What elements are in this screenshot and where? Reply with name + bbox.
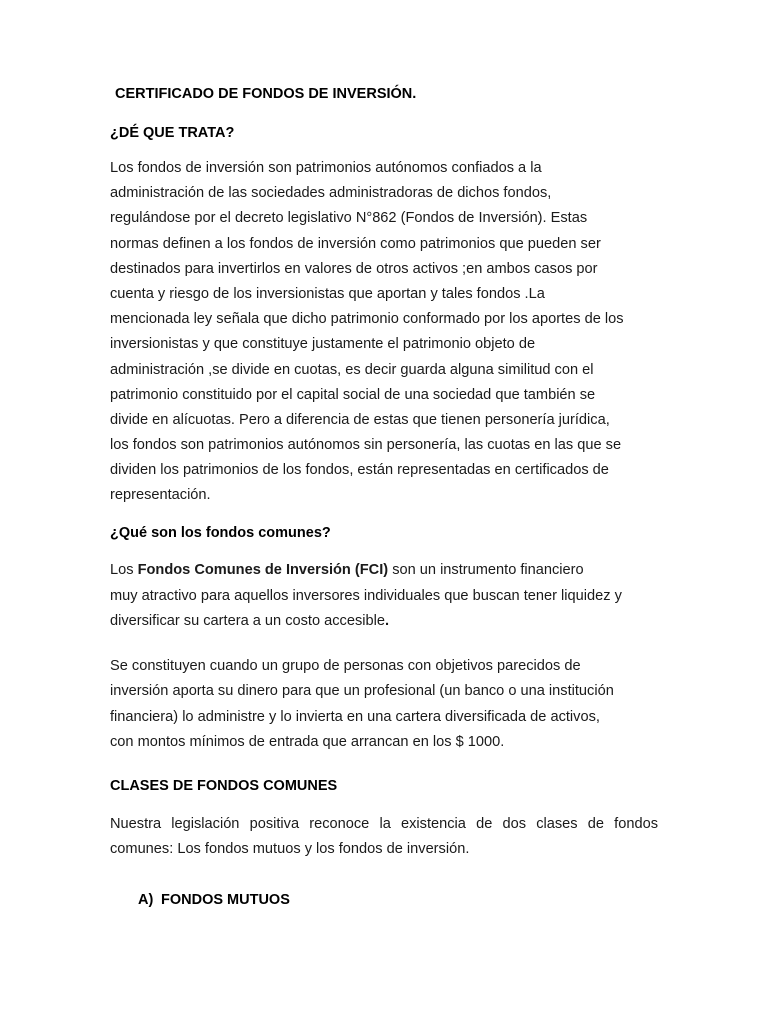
fci-text-line3: diversificar su cartera a un costo accesible	[110, 613, 385, 629]
paragraph-line: dividen los patrimonios de los fondos, están representadas en certificados de	[110, 462, 609, 479]
paragraph-line: representación.	[110, 487, 211, 504]
fci-text-suffix: son un instrumento financiero	[388, 562, 584, 578]
list-item-label: FONDOS MUTUOS	[161, 892, 290, 908]
paragraph-line: con montos mínimos de entrada que arrancan en los $ 1000.	[110, 733, 505, 750]
paragraph-line: regulándose por el decreto legislativo N°862 (Fondos de Inversión). Estas	[110, 210, 588, 227]
section-heading-fondos-comunes: ¿Qué son los fondos comunes?	[110, 525, 331, 541]
paragraph-line: Se constituyen cuando un grupo de personas con objetivos parecidos de	[110, 658, 581, 674]
fci-text-prefix: Los	[110, 562, 138, 578]
list-item-fondos-mutuos	[138, 891, 290, 909]
paragraph-line: cuenta y riesgo de los inversionistas que aportan y tales fondos .La	[110, 285, 545, 302]
paragraph-line	[110, 558, 656, 584]
paragraph-fci-constitution	[110, 654, 656, 755]
document-title: CERTIFICADO DE FONDOS DE INVERSIÓN.	[115, 86, 417, 102]
paragraph-line: mencionada ley señala que dicho patrimonio conformado por los aportes de los	[110, 311, 624, 328]
paragraph-fci-definition	[110, 558, 656, 635]
fci-period-bold: .	[384, 613, 390, 629]
paragraph-line: administración de las sociedades administradoras de dichos fondos,	[110, 185, 552, 202]
fci-term-bold: Fondos Comunes de Inversión (FCI)	[137, 562, 389, 578]
paragraph-line: comunes: Los fondos mutuos y los fondos de inversión.	[110, 841, 470, 857]
paragraph-line: divide en alícuotas. Pero a diferencia de estas que tienen personería jurídica,	[110, 411, 610, 428]
paragraph-line: inversionistas y que constituye justamente el patrimonio objeto de	[110, 336, 536, 353]
paragraph-line: Nuestra legislación positiva reconoce la existencia de dos clases de fondos	[110, 816, 658, 832]
paragraph-line: administración ,se divide en cuotas, es decir guarda alguna similitud con el	[110, 361, 594, 378]
paragraph-fondos-de-inversion	[110, 156, 656, 509]
section-heading-clases-fondos: CLASES DE FONDOS COMUNES	[110, 778, 338, 794]
paragraph-line: patrimonio constituido por el capital social de una sociedad que también se	[110, 386, 596, 403]
paragraph-line	[110, 609, 656, 635]
paragraph-clases-fondos	[110, 812, 656, 862]
paragraph-line: los fondos son patrimonios autónomos sin personería, las cuotas en las que se	[110, 437, 622, 454]
paragraph-line: inversión aporta su dinero para que un profesional (un banco o una institución	[110, 683, 614, 700]
paragraph-line: financiera) lo administre y lo invierta en una cartera diversificada de activos,	[110, 708, 600, 725]
paragraph-line: destinados para invertirlos en valores de otros activos ;en ambos casos por	[110, 260, 598, 277]
section-heading-de-que-trata: ¿DÉ QUE TRATA?	[110, 125, 235, 141]
paragraph-line: Los fondos de inversión son patrimonios autónomos confiados a la	[110, 160, 542, 176]
list-marker: A)	[138, 892, 154, 908]
paragraph-line: muy atractivo para aquellos inversores individuales que buscan tener liquidez y	[110, 587, 622, 604]
paragraph-line: normas definen a los fondos de inversión como patrimonios que pueden ser	[110, 235, 601, 252]
